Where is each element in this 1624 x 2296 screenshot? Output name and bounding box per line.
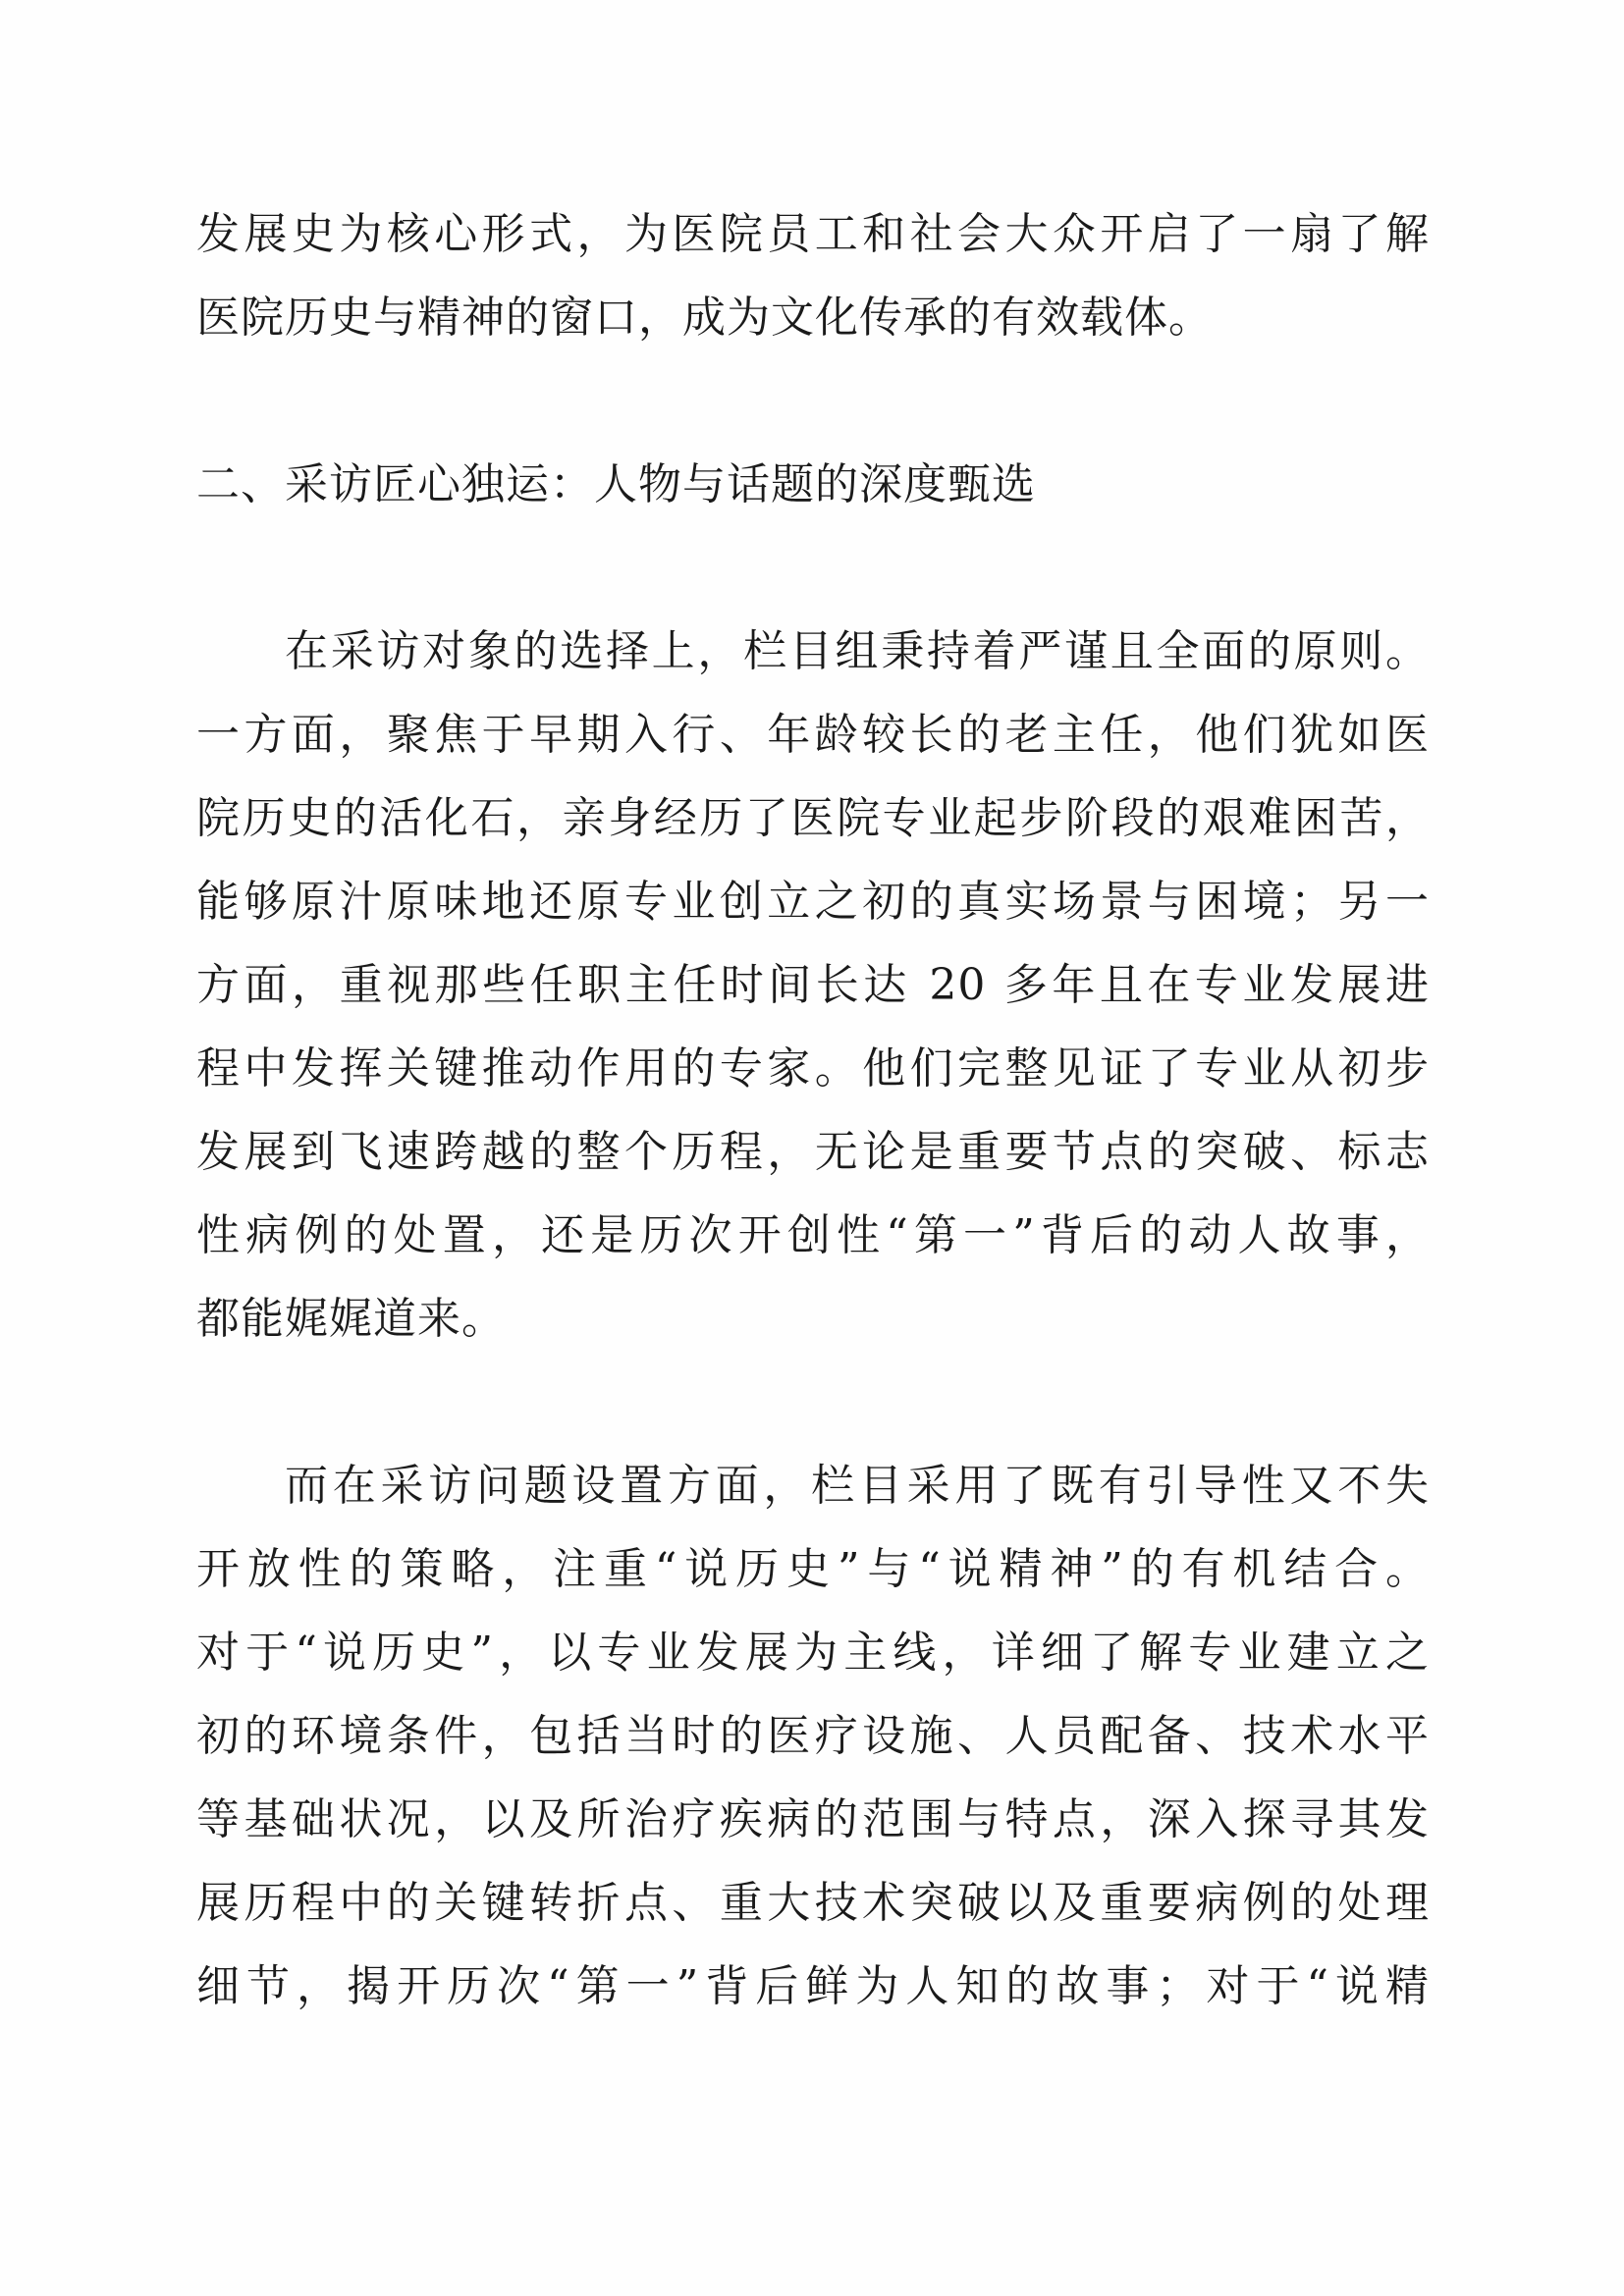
text-line: 能够原汁原味地还原专业创立之初的真实场景与困境；另一 — [196, 877, 1430, 927]
text-line: 方面，重视那些任职主任时间长达 20 多年且在专业发展进 — [196, 960, 1430, 1010]
text-line: 发展到飞速跨越的整个历程，无论是重要节点的突破、标志 — [196, 1127, 1430, 1177]
text-line: 在采访对象的选择上，栏目组秉持着严谨且全面的原则。 — [285, 626, 1430, 676]
text-line: 初的环境条件，包括当时的医疗设施、人员配备、技术水平 — [196, 1711, 1430, 1761]
paragraph-continuation — [196, 192, 1430, 359]
paragraph-interviewees — [196, 610, 1430, 1361]
heading-line: 二、采访匠心独运：人物与话题的深度甄选 — [196, 459, 1036, 509]
document-body — [196, 192, 1430, 2028]
text-line: 发展史为核心形式，为医院员工和社会大众开启了一扇了解 — [196, 209, 1430, 259]
text-line: 院历史的活化石，亲身经历了医院专业起步阶段的艰难困苦， — [196, 793, 1430, 843]
text-line: 程中发挥关键推动作用的专家。他们完整见证了专业从初步 — [196, 1043, 1430, 1094]
section-heading — [196, 443, 1430, 526]
text-line: 等基础状况，以及所治疗疾病的范围与特点，深入探寻其发 — [196, 1794, 1430, 1844]
text-line: 医院历史与精神的窗口，成为文化传承的有效载体。 — [196, 293, 1213, 343]
text-line: 展历程中的关键转折点、重大技术突破以及重要病例的处理 — [196, 1878, 1430, 1928]
text-line: 而在采访问题设置方面，栏目采用了既有引导性又不失 — [285, 1461, 1430, 1511]
text-line: 一方面，聚焦于早期入行、年龄较长的老主任，他们犹如医 — [196, 710, 1430, 760]
text-line: 对于“说历史”，以专业发展为主线，详细了解专业建立之 — [196, 1628, 1430, 1678]
text-line: 开放性的策略，注重“说历史”与“说精神”的有机结合。 — [196, 1544, 1430, 1594]
text-line: 细节，揭开历次“第一”背后鲜为人知的故事；对于“说精 — [196, 1961, 1430, 2011]
paragraph-questions — [196, 1444, 1430, 2028]
text-line: 性病例的处置，还是历次开创性“第一”背后的动人故事， — [196, 1210, 1430, 1260]
text-line: 都能娓娓道来。 — [196, 1294, 506, 1344]
